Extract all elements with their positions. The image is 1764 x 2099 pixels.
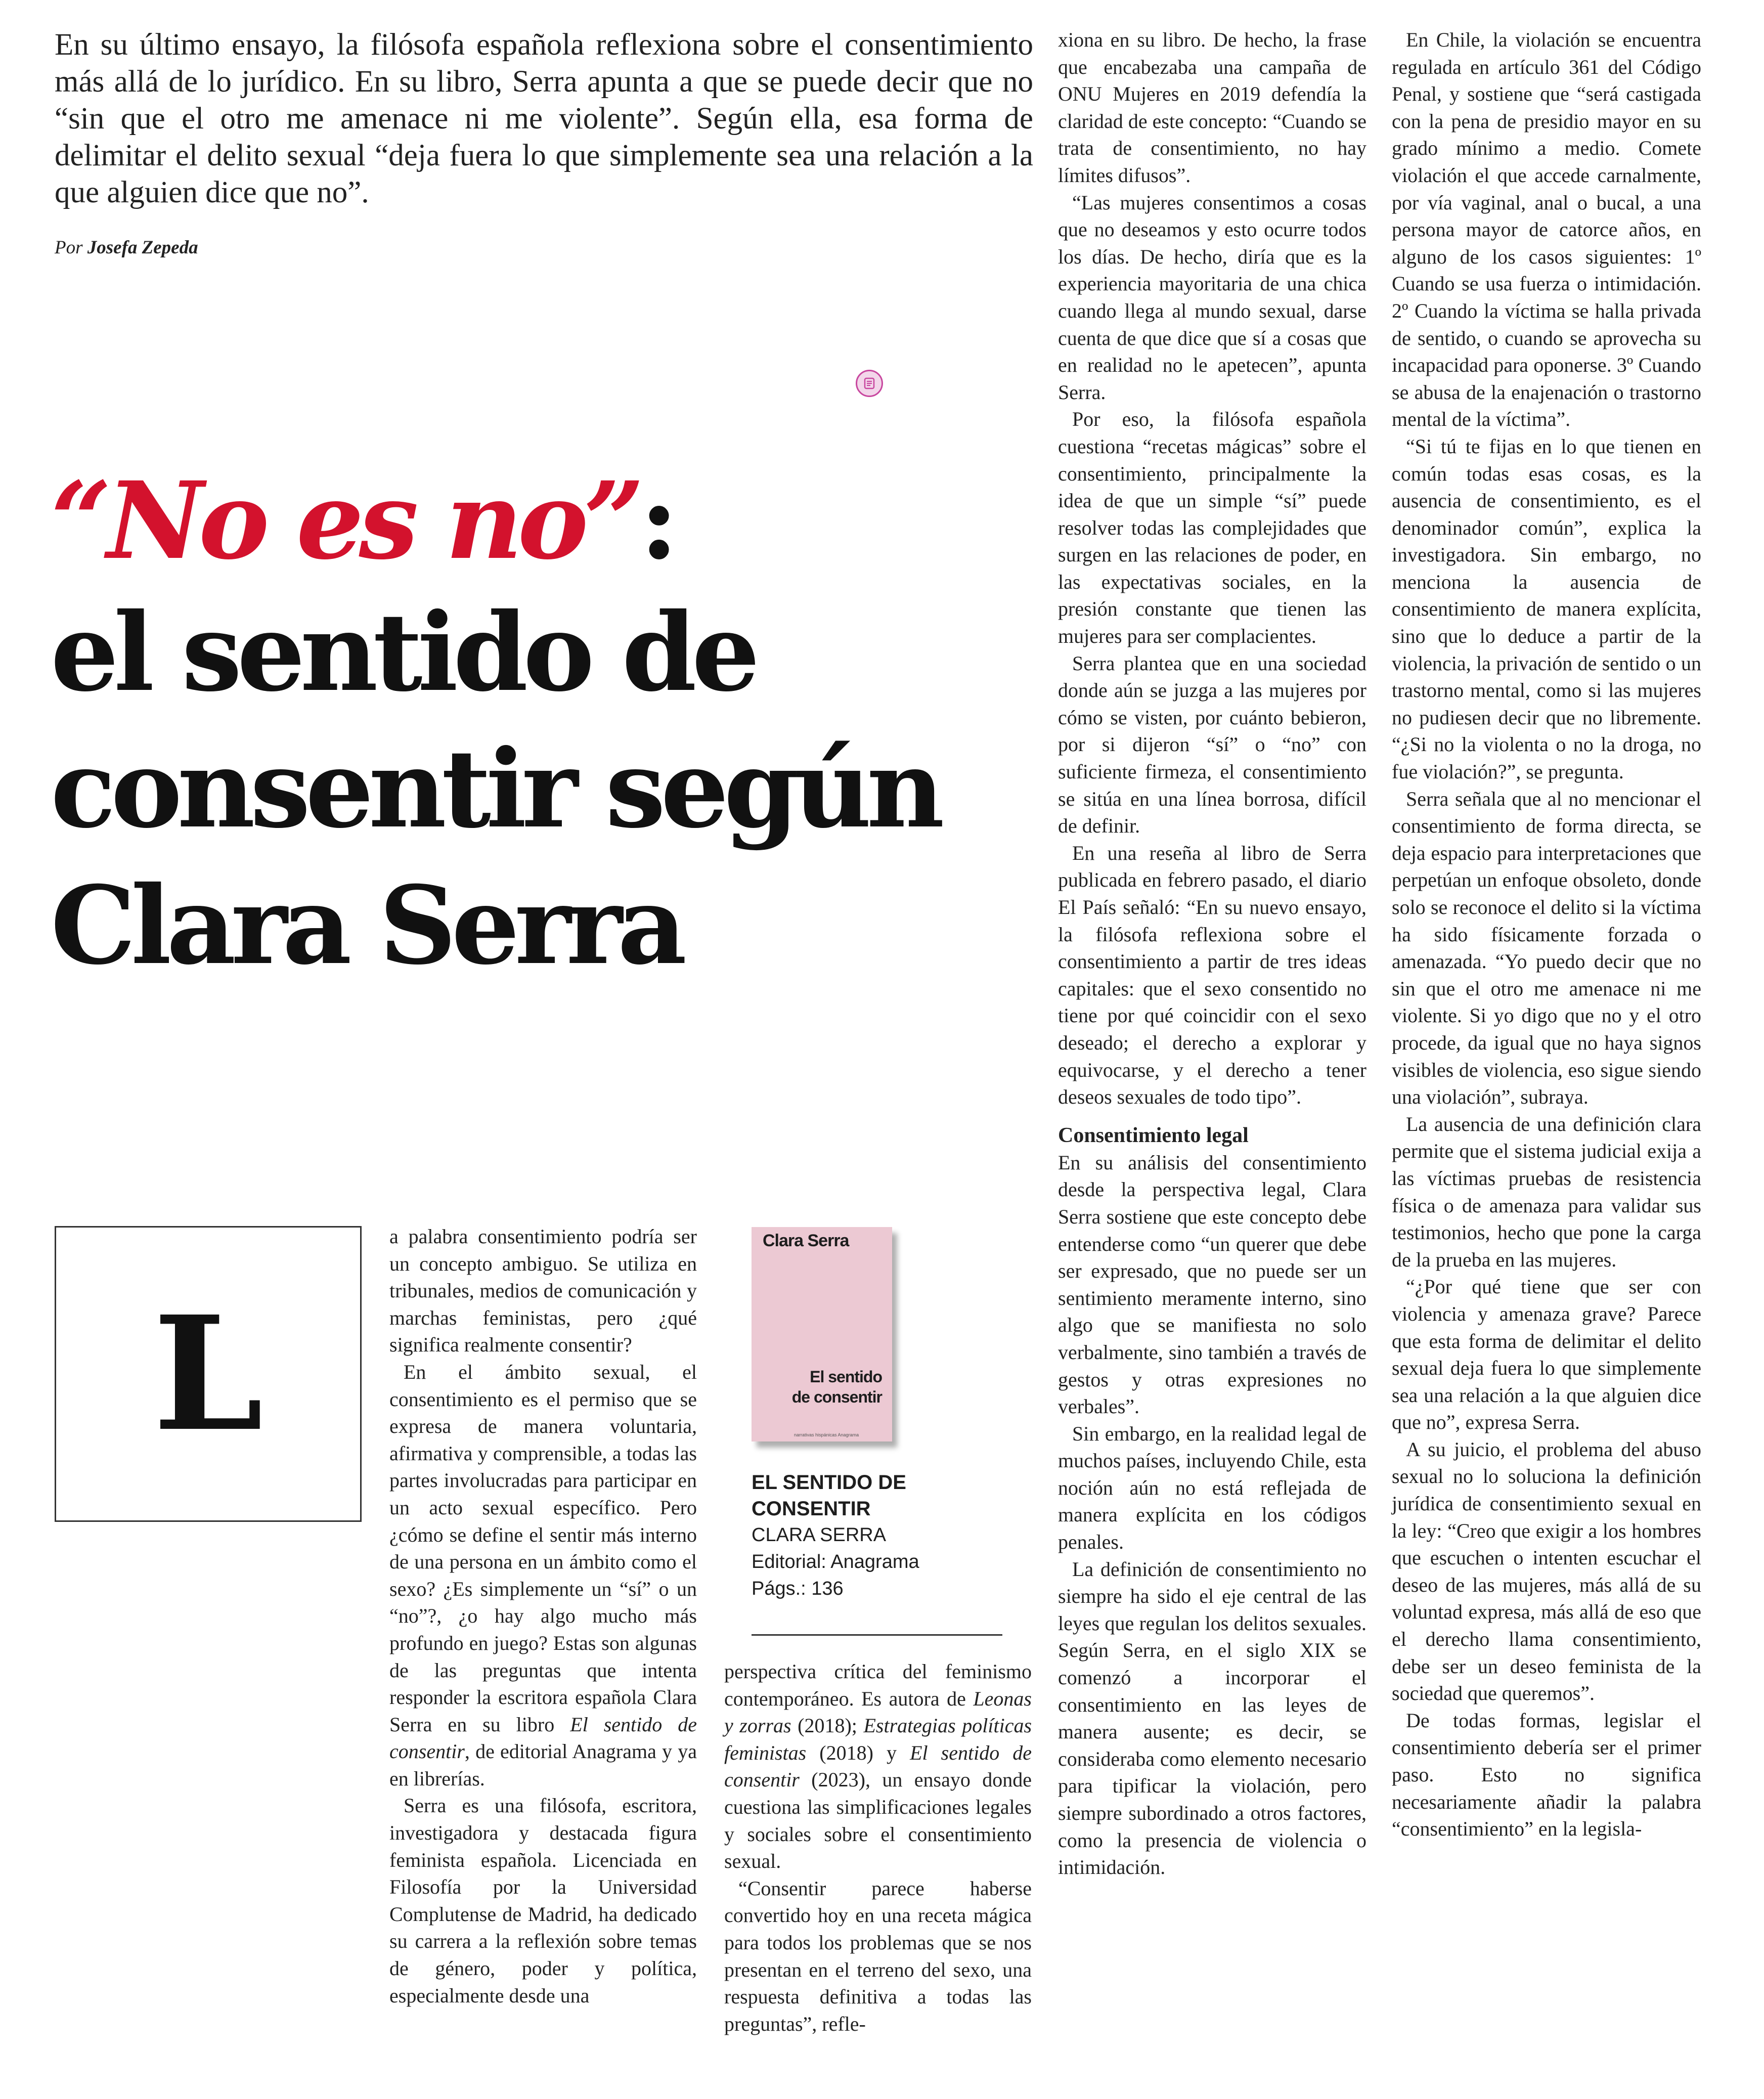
col2-p1-text-a: perspectiva crítica del feminismo contemporáneo. Es autora de (724, 1660, 1032, 1710)
col2-p1-text-d: (2018) y (819, 1741, 897, 1764)
byline (55, 237, 198, 258)
audio-article-button[interactable] (856, 370, 883, 397)
book-info-title-2: CONSENTIR (752, 1498, 871, 1520)
book-info-editorial: Editorial: Anagrama (752, 1551, 919, 1572)
col4-paragraph-2: “Si tú te fijas en lo que tienen en común todas esas cosas, es la ausencia de consentimiento, es el denominador común”, explica la investigadora. Sin embargo, no menciona la ausencia de consentimiento de manera explícita, sino que lo deduce a partir de la violencia, la privación de sentido o un trastorno mental, como si las mujeres no pudiesen decir que no libremente. “¿Si no la violenta o no la droga, no fue violación?”, se pregunta. (1392, 434, 1701, 783)
col2-p1-text-c: (2018); (798, 1714, 857, 1737)
col3-paragraph-8: La definición de consentimiento no siempre ha sido el eje central de las leyes que regulan los delitos sexuales. Según Serra, en el siglo XIX se comenzó a incorporar el consentimiento en las leyes de manera ausente; es decir, se consideraba como elemento necesario para tipificar la violación, pero siempre subordinado a otros factores, como la presencia de violencia o intimidación. (1058, 1557, 1366, 1879)
book-info-author: CLARA SERRA (752, 1524, 887, 1546)
headline-quote-text: “No es no” (51, 458, 640, 583)
headline-line-4: Clara Serra (51, 862, 682, 988)
col4-paragraph-4: La ausencia de una definición clara permite que el sistema judicial exija a las víctimas pruebas de resistencia física o de amenaza para validar sus testimonios, hecho que pone la carga de la prueba en las mujeres. (1392, 1112, 1701, 1271)
col3-paragraph-3: Por eso, la filósofa española cuestiona “recetas mágicas” sobre el consentimiento, principalmente la idea de que un simple “sí” puede resolver todas las complejidades que surgen en las relaciones de poder, en las expectativas sociales, en la presión constante que tienen las mujeres para ser complacientes. (1058, 408, 1366, 648)
col3-paragraph-6: En su análisis del consentimiento desde la perspectiva legal, Clara Serra sostiene que este concepto debe entenderse como “un querer que debe ser expresado, que no puede ser un sentimiento meramente interno, sino algo que se manifiesta no solo verbalmente, sino también a través de gestos y otras expresiones no verbales”. (1058, 1151, 1366, 1418)
col4-paragraph-3: Serra señala que al no mencionar el consentimiento de forma directa, se deja espacio para interpretaciones que perpetúan un enfoque obsoleto, donde solo se reconoce el delito si la víctima ha sido físicamente forzada o amenazada. “Yo puedo decir que no sin que el otro me amenace ni me violente. Si yo digo que no y el otro procede, da igual que no haya signos visibles de violencia, eso sigue siendo una violación”, subraya. (1392, 787, 1701, 1109)
col4-paragraph-6: A su juicio, el problema del abuso sexual no lo soluciona la definición jurídica de consentimiento sexual en la ley: “Creo que exigir a los hombres que escuchen o intenten escuchar el deseo de las mujeres, más allá de su voluntad expresa, más allá de eso que el derecho llama consentimiento, debe ser un deseo feminista de la sociedad que queremos”. (1392, 1437, 1701, 1705)
book-info-divider (752, 1634, 1002, 1636)
headline-line-3: consentir según (51, 726, 940, 852)
headline-quote (51, 458, 1042, 584)
drop-cap-box (55, 1226, 362, 1522)
col2-p1-book-2: Estrategias políticas feministas (724, 1714, 1032, 1764)
col4-paragraph-5: “¿Por qué tiene que ser con violencia y amenaza grave? Parece que esta forma de delimitar el delito sexual deja fuera lo que simplemente sea una relación a la que alguien dice que no”, expresa Serra. (1392, 1275, 1701, 1434)
col3-paragraph-7: Sin embargo, en la realidad legal de muchos países, incluyendo Chile, esta noción aún no está reflejada de manera explícita en los códigos penales. (1058, 1422, 1366, 1554)
col4-paragraph-1: En Chile, la violación se encuentra regulada en artículo 361 del Código Penal, y sostiene que “será castigada con la pena de presidio mayor en su grado mínimo a medio. Comete violación el que accede carnalmente, por vía vaginal, anal o bucal, a una persona mayor de catorce años, en alguno de los casos siguientes: 1º Cuando se usa fuerza o intimidación. 2º Cuando la víctima se halla privada de sentido, o cuando se aprovecha su incapacidad para oponerse. 3º Cuando se abusa de la enajenación o trastorno mental de la víctima”. (1392, 28, 1701, 431)
book-cover-title (792, 1367, 882, 1407)
article-column-1 (389, 1223, 697, 2009)
col2-paragraph-1 (724, 1658, 1032, 1875)
col3-paragraph-4: Serra plantea que en una sociedad donde aún se juzga a las mujeres por cómo se visten, por cuánto bebieron, por si dijeron “sí” o “no” con suficiente firmeza, el consentimiento se sitúa en una línea borrosa, difícil de definir. (1058, 651, 1366, 838)
book-cover-title-line-1: El sentido (810, 1368, 882, 1386)
byline-prefix: Por (55, 237, 83, 258)
book-cover-author: Clara Serra (763, 1231, 849, 1250)
col1-p2-end: , de editorial Anagrama y ya en librerías. (389, 1740, 697, 1790)
book-cover-publisher: narrativas hispánicas Anagrama (794, 1432, 859, 1437)
book-cover-title-line-2: de consentir (791, 1388, 882, 1406)
book-cover (752, 1227, 892, 1441)
col2-paragraph-2: “Consentir parece haberse convertido hoy en una receta mágica para todos los problemas que se nos presentan en el terreno del sexo, una respuesta definitiva a todas las preguntas”, refle- (724, 1876, 1032, 2035)
headline (51, 458, 1042, 994)
col2-p1-book-1: Leonas y zorras (724, 1687, 1032, 1737)
byline-author: Josefa Zepeda (87, 237, 198, 258)
headline-line-2: el sentido de (51, 589, 755, 715)
drop-cap-letter: L (153, 1282, 263, 1466)
col1-paragraph-3: Serra es una filósofa, escritora, investigadora y destacada figura feminista española. Licenciada en Filosofía por la Universidad Complutense de Madrid, ha dedicado su carrera a la reflexión sobre temas de género, poder y política, especialmente desde una (389, 1794, 697, 2007)
lead-paragraph: En su último ensayo, la filósofa española reflexiona sobre el consentimiento más allá de lo jurídico. En su libro, Serra apunta a que se puede decir que no “sin que el otro me amenace ni me violente”. Según ella, esa forma de delimitar el delito sexual “deja fuera lo que simplemente sea una relación a la que alguien dice que no”. (55, 28, 1033, 209)
col1-p2-text: En el ámbito sexual, el consentimiento es el permiso que se expresa de manera voluntaria, afirmativa y comprensible, a todas las partes involucradas para participar en un acto sexual específico. Pero ¿cómo se define el sentir más interno de una persona en un ámbito como el sexo? ¿Es simplemente un “sí” o un “no”?, ¿o hay algo mucho más profundo en juego? Estas son algunas de las preguntas que intenta responder la escritora española Clara Serra en su libro (389, 1360, 697, 1736)
col3-paragraph-2: “Las mujeres consentimos a cosas que no deseamos y esto ocurre todos los días. De hecho, diría que es la experiencia mayoritaria de una chica cuando llega al mundo sexual, darse cuenta de que dice que sí a cosas que en realidad no le apetecen”, apunta Serra. (1058, 191, 1366, 404)
col4-paragraph-7: De todas formas, legislar el consentimiento debería ser el primer paso. Esto no significa necesariamente añadir la palabra “consentimiento” en la legisla- (1392, 1709, 1701, 1841)
col1-p2-book-title: El sentido de consentir (389, 1713, 697, 1763)
book-info (752, 1469, 1025, 1602)
subheading: Consentimiento legal (1058, 1123, 1249, 1147)
article-column-2 (724, 1658, 1032, 2037)
col2-p1-book-3: El sentido de consentir (724, 1741, 1032, 1791)
audio-article-icon (862, 376, 876, 390)
col2-p1-text-e: (2023), un ensayo donde cuestiona las simplificaciones legales y sociales sobre el consentimiento sexual. (724, 1768, 1032, 1873)
headline-colon: : (639, 458, 674, 583)
col1-paragraph-1: a palabra consentimiento podría ser un concepto ambiguo. Se utiliza en tribunales, medios de comunicación y marchas feministas, pero ¿qué significa realmente consentir? (389, 1225, 697, 1357)
col3-paragraph-5: En una reseña al libro de Serra publicada en febrero pasado, el diario El País señaló: “En su nuevo ensayo, la filósofa reflexiona sobre el consentimiento a partir de tres ideas capitales: que el sexo consentido no tiene por qué coincidir con el sexo deseado; el derecho a explorar y equivocarse, y el derecho a tener deseos sexuales de todo tipo”. (1058, 841, 1366, 1109)
book-info-pages: Págs.: 136 (752, 1578, 844, 1599)
col1-paragraph-2 (389, 1359, 697, 1792)
book-info-title-1: EL SENTIDO DE (752, 1471, 906, 1494)
article-column-4 (1392, 26, 1701, 1843)
col3-paragraph-1: xiona en su libro. De hecho, la frase que encabezaba una campaña de ONU Mujeres en 2019 defendía la claridad de este concepto: “Cuando se trata de consentimiento, no hay límites difusos”. (1058, 28, 1366, 187)
article-column-3 (1058, 26, 1366, 1881)
